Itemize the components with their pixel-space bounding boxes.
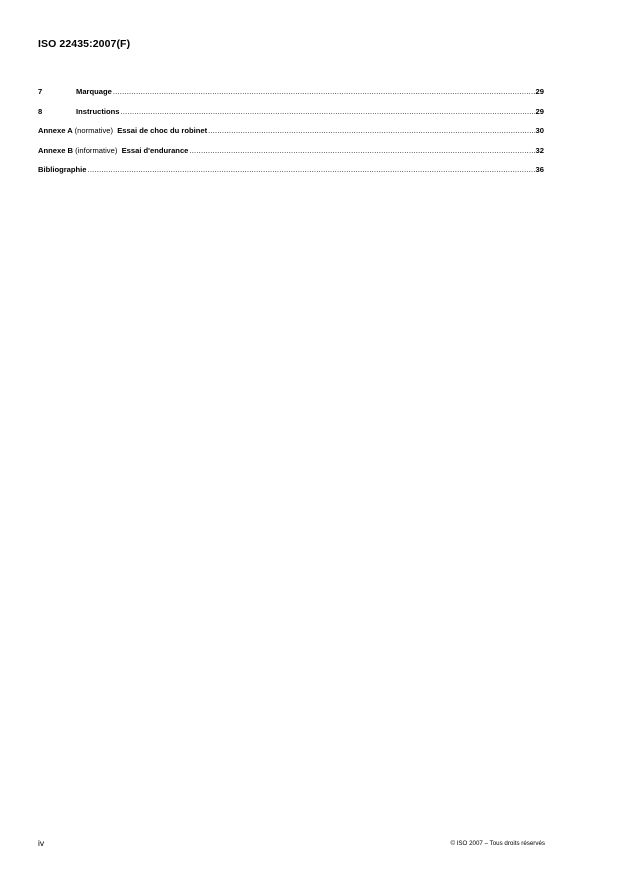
toc-entry-8[interactable] [38, 107, 544, 116]
toc-entry-page: 29 [535, 106, 544, 116]
toc-entry-number: 7 [38, 87, 43, 96]
toc-entry-7[interactable] [38, 87, 544, 96]
toc-leader-dots [189, 146, 534, 155]
toc-entry-number: 8 [38, 106, 43, 116]
toc-entry-annex-b[interactable] [38, 146, 544, 155]
toc-leader-dots [88, 165, 535, 174]
toc-entry-title: Instructions [76, 106, 120, 116]
toc-entry-qualifier: (informative) [75, 145, 118, 155]
footer-page-number: iv [38, 838, 45, 848]
toc-entry-label [38, 126, 207, 135]
toc-entry-prefix: Annexe B [38, 145, 74, 155]
toc-entry-annex-a[interactable] [38, 126, 544, 135]
toc-entry-page: 36 [535, 165, 544, 174]
footer-copyright: © ISO 2007 – Tous droits réservés [450, 840, 545, 847]
toc-entry-page: 29 [535, 87, 544, 96]
toc-entry-title: Essai de choc du robinet [117, 126, 208, 135]
toc-entry-title: Bibliographie [38, 165, 87, 174]
toc-entry-qualifier: (normative) [74, 126, 113, 135]
toc-entry-title: Essai d'endurance [121, 145, 189, 155]
toc-entry-label [38, 146, 188, 155]
toc-leader-dots [120, 107, 534, 116]
document-id: ISO 22435:2007(F) [38, 38, 131, 50]
toc-entry-prefix: Annexe A [38, 126, 73, 135]
toc-leader-dots [208, 126, 534, 135]
toc-entry-title: Marquage [76, 87, 112, 96]
toc-leader-dots [113, 87, 535, 96]
toc-entry-bibliography[interactable] [38, 165, 544, 174]
toc-entry-page: 32 [535, 145, 544, 155]
table-of-contents [38, 87, 544, 185]
toc-entry-page: 30 [535, 126, 544, 135]
